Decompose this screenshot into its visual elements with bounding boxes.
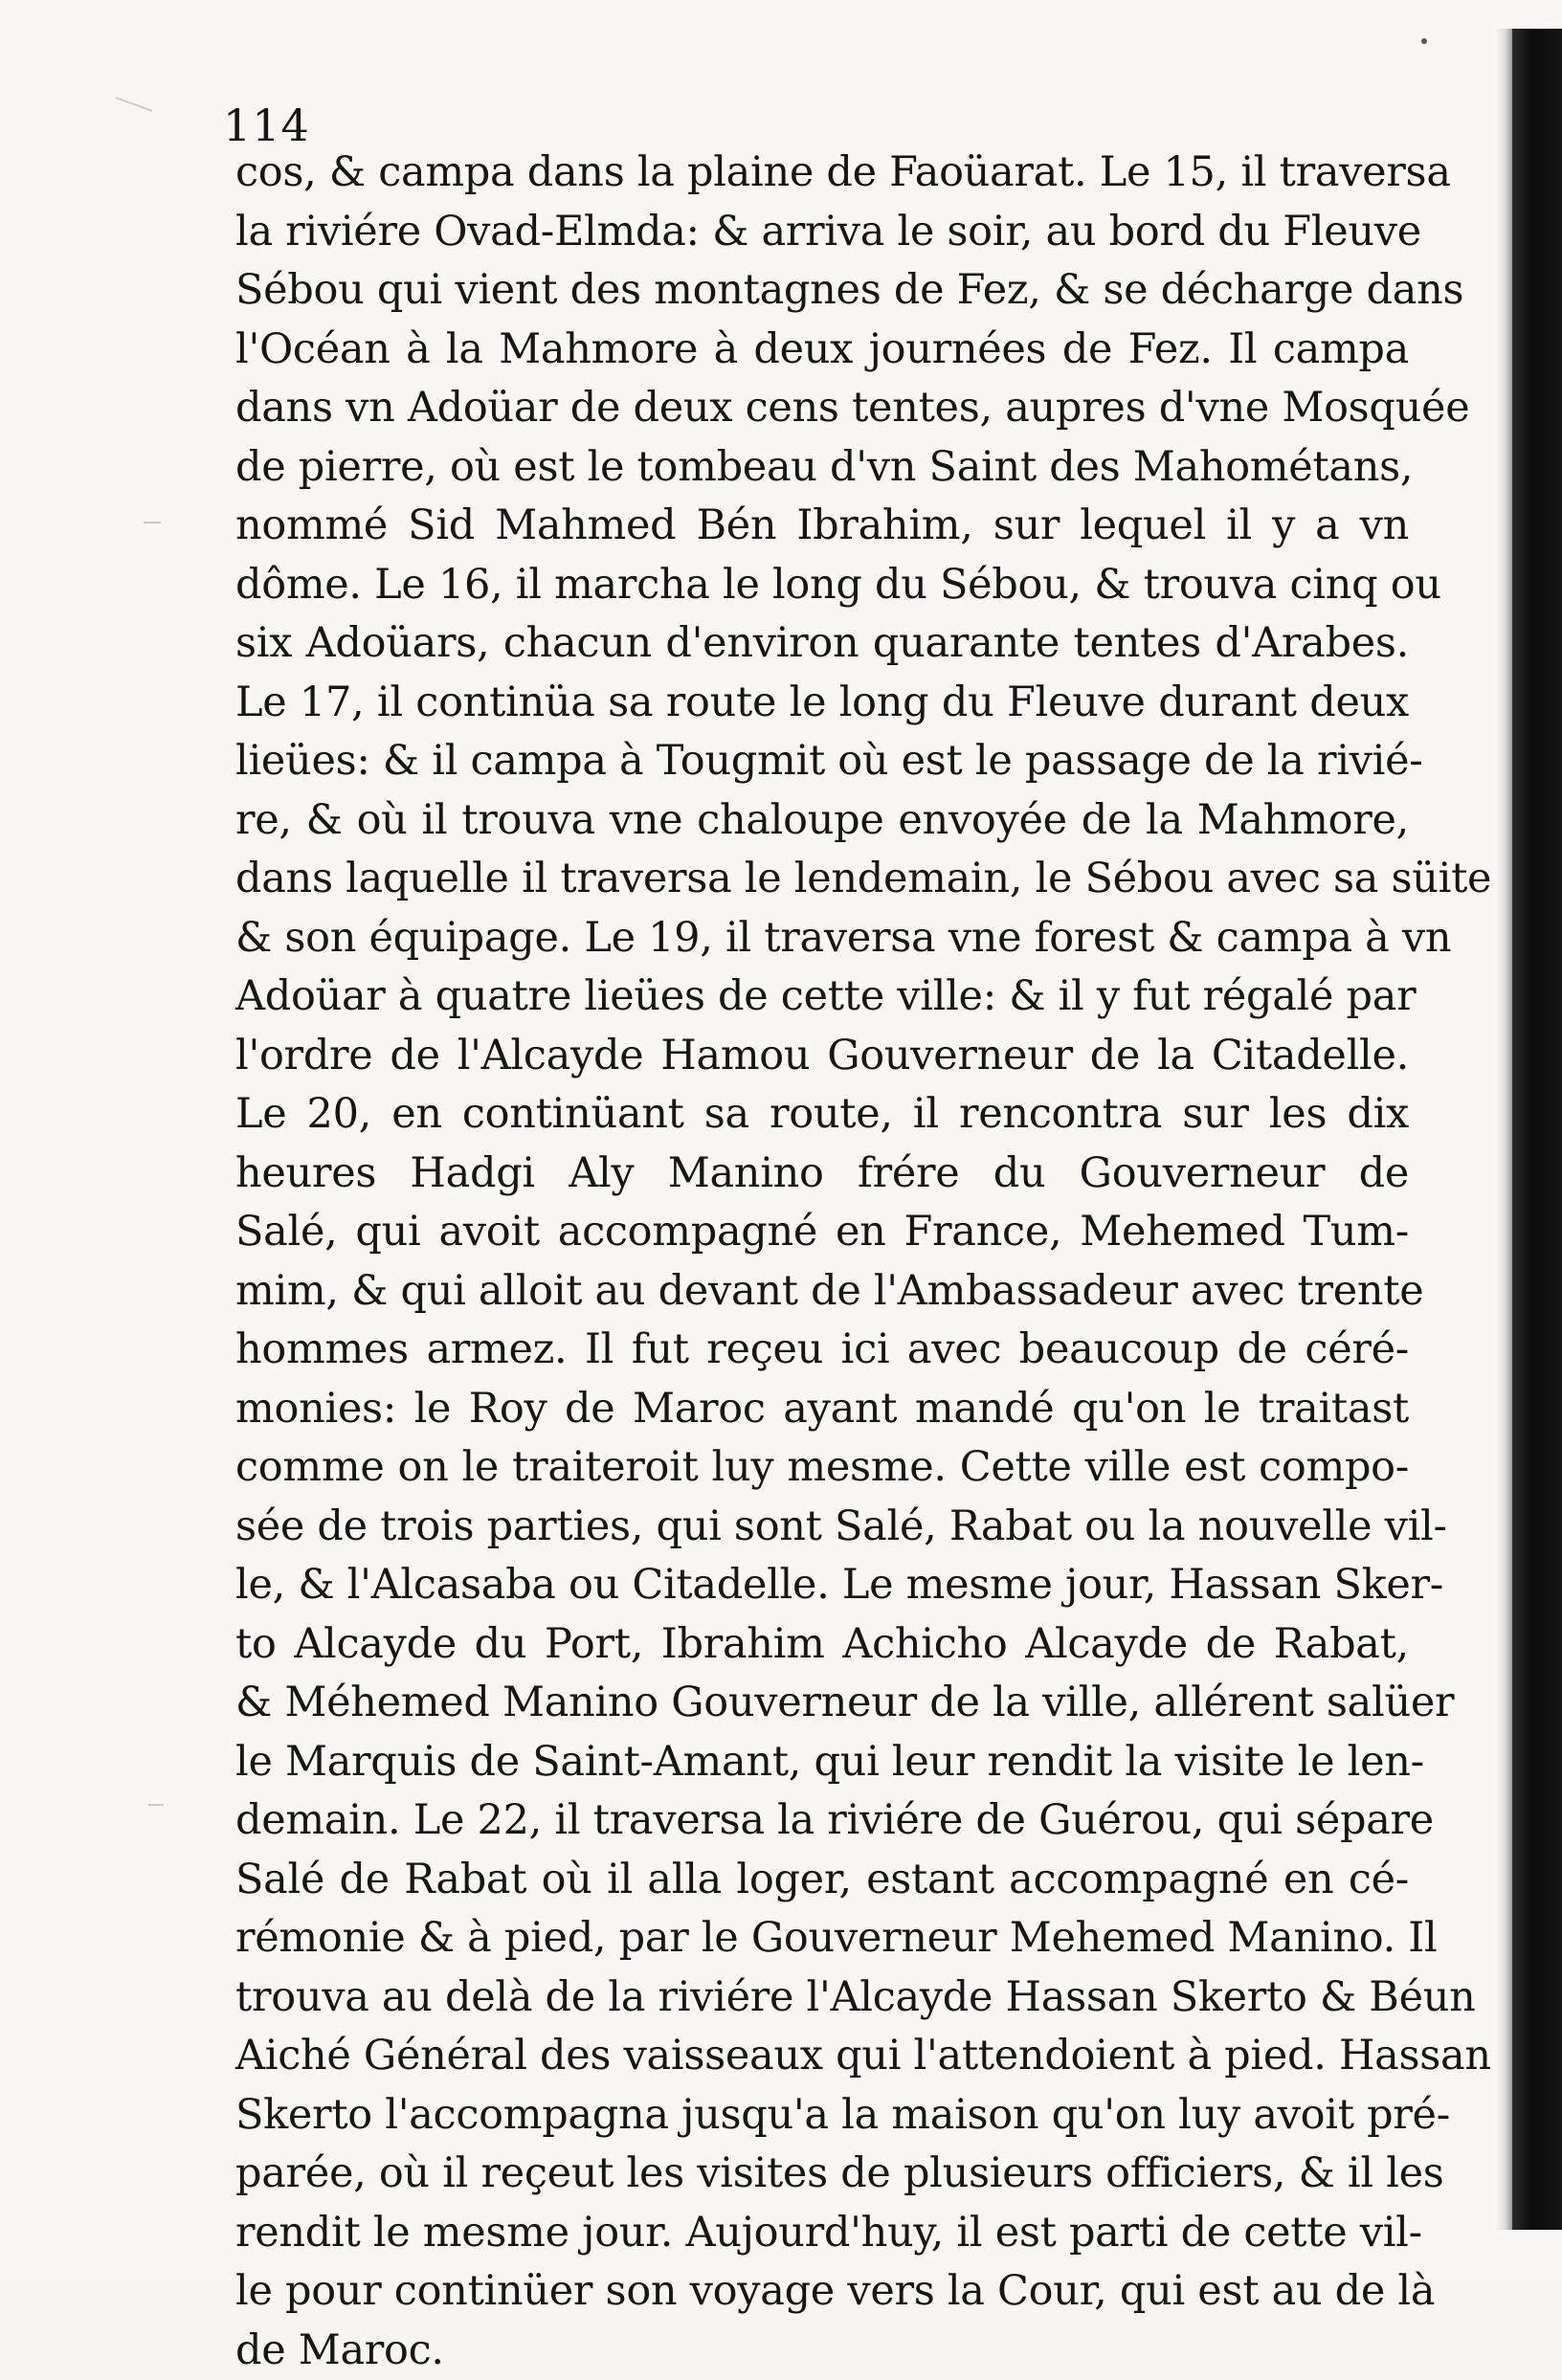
binding-shadow: [1495, 29, 1512, 2230]
text-line: lieües: & il campa à Tougmit où est le passage de la rivié-: [235, 732, 1409, 791]
text-line: la riviére Ovad-Elmda: & arriva le soir, au bord du Fleuve: [235, 203, 1409, 262]
text-line: Le 17, il continüa sa route le long du Fleuve durant deux: [235, 674, 1409, 733]
text-line: Salé, qui avoit accompagné en France, Mehemed Tum-: [235, 1203, 1409, 1262]
text-line: demain. Le 22, il traversa la riviére de Guérou, qui sépare: [235, 1791, 1409, 1851]
scan-mark: [116, 97, 152, 112]
text-line: rémonie & à pied, par le Gouverneur Mehemed Manino. Il: [235, 1909, 1409, 1969]
text-line: cos, & campa dans la plaine de Faoüarat. Le 15, il traversa: [235, 144, 1409, 203]
text-line: rendit le mesme jour. Aujourd'huy, il est parti de cette vil-: [235, 2204, 1409, 2263]
text-line: trouva au delà de la riviére l'Alcayde Hassan Skerto & Béun: [235, 1969, 1409, 2028]
page-number: 114: [223, 103, 310, 147]
text-line: nommé Sid Mahmed Bén Ibrahim, sur lequel il y a vn: [235, 497, 1409, 556]
text-line: Salé de Rabat où il alla loger, estant accompagné en cé-: [235, 1851, 1409, 1910]
text-line: le pour continüer son voyage vers la Cour, qui est au de là: [235, 2262, 1409, 2322]
text-line: heures Hadgi Aly Manino frére du Gouverneur de: [235, 1145, 1409, 1204]
text-line: l'Océan à la Mahmore à deux journées de Fez. Il campa: [235, 321, 1409, 380]
text-line: parée, où il reçeut les visites de plusieurs officiers, & il les: [235, 2145, 1409, 2204]
body-text: [235, 144, 1409, 2380]
text-line: Sébou qui vient des montagnes de Fez, & se décharge dans: [235, 261, 1409, 321]
text-line: dans vn Adoüar de deux cens tentes, aupres d'vne Mosquée: [235, 379, 1409, 438]
text-line: de pierre, où est le tombeau d'vn Saint des Mahométans,: [235, 438, 1409, 498]
text-line: monies: le Roy de Maroc ayant mandé qu'on le traitast: [235, 1380, 1409, 1439]
text-line: le Marquis de Saint-Amant, qui leur rendit la visite le len-: [235, 1733, 1409, 1792]
text-line: l'ordre de l'Alcayde Hamou Gouverneur de la Citadelle.: [235, 1027, 1409, 1086]
text-line: re, & où il trouva vne chaloupe envoyée de la Mahmore,: [235, 791, 1409, 851]
text-line: Le 20, en continüant sa route, il rencontra sur les dix: [235, 1085, 1409, 1145]
scan-speck: [1421, 38, 1427, 44]
text-line: dôme. Le 16, il marcha le long du Sébou, & trouva cinq ou: [235, 556, 1409, 615]
binding-edge: [1512, 29, 1562, 2230]
text-line: to Alcayde du Port, Ibrahim Achicho Alcayde de Rabat,: [235, 1615, 1409, 1675]
text-line: dans laquelle il traversa le lendemain, le Sébou avec sa süite: [235, 850, 1409, 909]
text-line: six Adoüars, chacun d'environ quarante tentes d'Arabes.: [235, 614, 1409, 674]
text-line: Skerto l'accompagna jusqu'a la maison qu'on luy avoit pré-: [235, 2086, 1409, 2146]
text-line: Adoüar à quatre lieües de cette ville: & il y fut régalé par: [235, 968, 1409, 1027]
text-line: Aiché Général des vaisseaux qui l'attendoient à pied. Hassan: [235, 2027, 1409, 2086]
scan-mark: [144, 522, 161, 523]
text-line: sée de trois parties, qui sont Salé, Rabat ou la nouvelle vil-: [235, 1498, 1409, 1557]
text-line: comme on le traiteroit luy mesme. Cette ville est compo-: [235, 1438, 1409, 1498]
text-line: hommes armez. Il fut reçeu ici avec beaucoup de céré-: [235, 1321, 1409, 1380]
scan-mark: [148, 1804, 164, 1806]
text-line: de Maroc.: [235, 2322, 1409, 2380]
text-line: mim, & qui alloit au devant de l'Ambassadeur avec trente: [235, 1262, 1409, 1322]
text-line: & Méhemed Manino Gouverneur de la ville, allérent salüer: [235, 1674, 1409, 1733]
text-line: le, & l'Alcasaba ou Citadelle. Le mesme jour, Hassan Sker-: [235, 1556, 1409, 1615]
text-line: & son équipage. Le 19, il traversa vne forest & campa à vn: [235, 909, 1409, 968]
